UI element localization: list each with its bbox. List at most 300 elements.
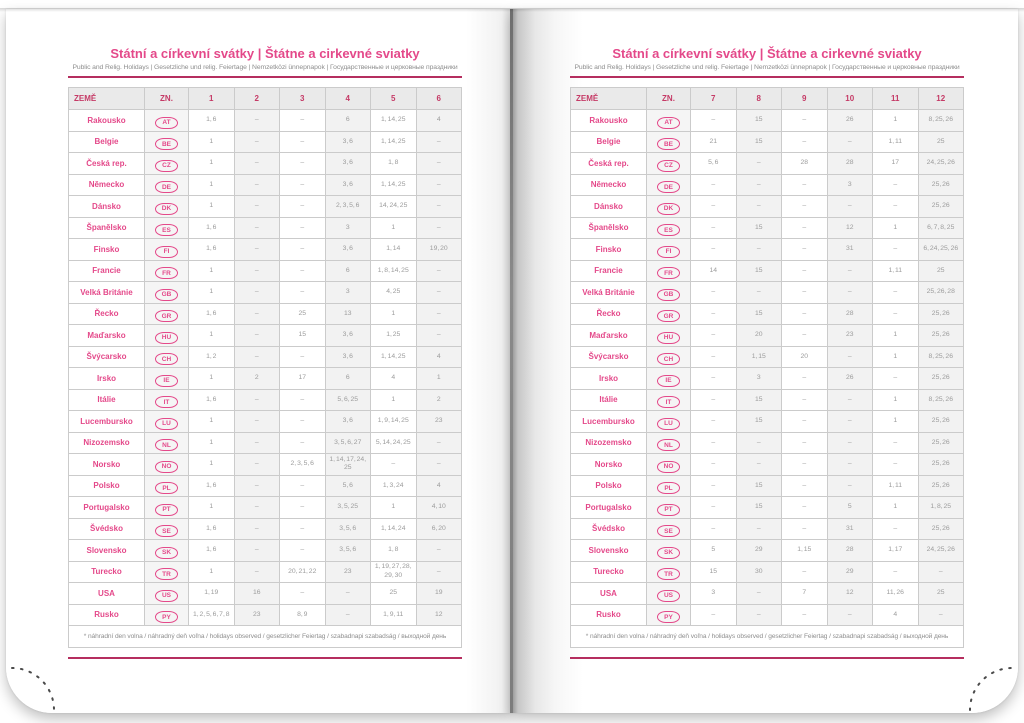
- holiday-days-cell: –: [782, 174, 828, 196]
- left-page-content: [68, 47, 462, 659]
- holiday-days-cell: –: [691, 174, 737, 196]
- holiday-days-cell: 1, 9, 11: [371, 604, 417, 626]
- holiday-days-cell: 1: [189, 153, 235, 175]
- country-code-badge: IE: [657, 375, 680, 387]
- holiday-days-cell: 1: [873, 325, 919, 347]
- holiday-days-cell: 25, 26: [918, 196, 964, 218]
- holiday-days-cell: –: [416, 432, 462, 454]
- holiday-days-cell: –: [234, 239, 280, 261]
- month-column-header: 10: [827, 88, 873, 110]
- holiday-days-cell: 3, 6: [325, 153, 371, 175]
- holiday-days-cell: –: [782, 389, 828, 411]
- holiday-days-cell: –: [827, 432, 873, 454]
- holiday-days-cell: 29: [736, 540, 782, 562]
- country-name-cell: Nizozemsko: [571, 432, 647, 454]
- country-code-badge: NL: [657, 439, 680, 451]
- country-code-cell: [647, 110, 691, 132]
- country-row: [571, 174, 964, 196]
- country-code-cell: [647, 196, 691, 218]
- country-row: [69, 561, 462, 583]
- holiday-days-cell: 3: [736, 368, 782, 390]
- holiday-days-cell: –: [691, 389, 737, 411]
- holiday-days-cell: –: [782, 217, 828, 239]
- holiday-days-cell: 1, 11: [873, 475, 919, 497]
- holiday-days-cell: 3, 6: [325, 174, 371, 196]
- country-name-cell: Norsko: [69, 454, 145, 476]
- holiday-days-cell: 4: [371, 368, 417, 390]
- footnote-row: [571, 626, 964, 648]
- holiday-days-cell: –: [234, 432, 280, 454]
- holiday-days-cell: 6: [325, 260, 371, 282]
- holiday-days-cell: –: [782, 518, 828, 540]
- footnote-cell: * náhradní den volna / náhradný deň voľna / holidays observed / gesetzlicher Feiertag / szabadnapi szabadság / выходной день: [571, 626, 964, 648]
- country-row: [69, 153, 462, 175]
- country-code-badge: NO: [657, 461, 680, 473]
- holiday-days-cell: 25, 26: [918, 368, 964, 390]
- holiday-days-cell: 15: [736, 131, 782, 153]
- holiday-days-cell: 1: [189, 325, 235, 347]
- holiday-days-cell: 26: [827, 368, 873, 390]
- country-column-header: ZEMĚ: [571, 88, 647, 110]
- country-name-cell: Švýcarsko: [571, 346, 647, 368]
- holiday-days-cell: 1, 19: [189, 583, 235, 605]
- country-code-badge: US: [657, 590, 680, 602]
- holiday-days-cell: 1: [371, 217, 417, 239]
- holiday-days-cell: 5, 6: [691, 153, 737, 175]
- country-code-cell: [145, 561, 189, 583]
- country-name-cell: Německo: [69, 174, 145, 196]
- holiday-days-cell: 6, 20: [416, 518, 462, 540]
- country-code-cell: [145, 389, 189, 411]
- holiday-days-cell: 1: [189, 368, 235, 390]
- holiday-days-cell: 15: [736, 411, 782, 433]
- holiday-days-cell: 28: [827, 303, 873, 325]
- country-column-header: ZEMĚ: [69, 88, 145, 110]
- country-row: [69, 346, 462, 368]
- country-code-cell: [145, 604, 189, 626]
- holiday-days-cell: –: [736, 153, 782, 175]
- holiday-days-cell: 1: [189, 282, 235, 304]
- holiday-days-cell: 6, 7, 8, 25: [918, 217, 964, 239]
- holiday-days-cell: 26: [827, 110, 873, 132]
- country-code-cell: [647, 174, 691, 196]
- holiday-days-cell: –: [280, 153, 326, 175]
- holiday-days-cell: 1: [873, 110, 919, 132]
- holiday-days-cell: 5: [827, 497, 873, 519]
- holiday-days-cell: –: [280, 282, 326, 304]
- holiday-days-cell: –: [234, 475, 280, 497]
- holiday-days-cell: 13: [325, 303, 371, 325]
- country-code-badge: ES: [657, 224, 680, 236]
- holiday-days-cell: –: [234, 411, 280, 433]
- country-name-cell: Polsko: [571, 475, 647, 497]
- holiday-days-cell: 6: [325, 368, 371, 390]
- country-row: [571, 239, 964, 261]
- holiday-days-cell: 5: [691, 540, 737, 562]
- holiday-days-cell: 4: [416, 475, 462, 497]
- country-row: [571, 260, 964, 282]
- holiday-days-cell: –: [280, 432, 326, 454]
- holiday-days-cell: –: [280, 110, 326, 132]
- country-code-cell: [145, 540, 189, 562]
- holiday-days-cell: 30: [736, 561, 782, 583]
- country-row: [571, 411, 964, 433]
- country-code-badge: LU: [657, 418, 680, 430]
- title-rule: [68, 76, 462, 78]
- holiday-days-cell: –: [234, 518, 280, 540]
- holiday-table-months-1-6: [68, 87, 462, 648]
- holiday-days-cell: –: [918, 604, 964, 626]
- holiday-days-cell: 25, 26: [918, 432, 964, 454]
- holiday-days-cell: 1, 14, 25: [371, 110, 417, 132]
- holiday-days-cell: –: [234, 303, 280, 325]
- holiday-days-cell: 15: [736, 475, 782, 497]
- holiday-days-cell: 6, 24, 25, 26: [918, 239, 964, 261]
- book-spine: [510, 9, 513, 713]
- holiday-days-cell: 17: [280, 368, 326, 390]
- holiday-days-cell: –: [782, 260, 828, 282]
- country-code-cell: [647, 561, 691, 583]
- country-code-badge: SE: [657, 525, 680, 537]
- holiday-days-cell: –: [691, 239, 737, 261]
- holiday-days-cell: –: [691, 518, 737, 540]
- holiday-days-cell: 1, 6: [189, 389, 235, 411]
- holiday-days-cell: 1, 6: [189, 239, 235, 261]
- country-code-badge: PL: [657, 482, 680, 494]
- holiday-days-cell: 31: [827, 518, 873, 540]
- country-code-badge: FI: [657, 246, 680, 258]
- country-code-badge: HU: [657, 332, 680, 344]
- holiday-days-cell: –: [691, 604, 737, 626]
- holiday-days-cell: –: [234, 110, 280, 132]
- holiday-days-cell: 15: [736, 303, 782, 325]
- holiday-days-cell: 25: [371, 583, 417, 605]
- holiday-days-cell: –: [827, 196, 873, 218]
- country-row: [69, 454, 462, 476]
- country-code-badge: PT: [657, 504, 680, 516]
- holiday-days-cell: –: [873, 454, 919, 476]
- holiday-days-cell: –: [736, 454, 782, 476]
- holiday-days-cell: 4, 25: [371, 282, 417, 304]
- holiday-days-cell: 1, 6: [189, 518, 235, 540]
- diary-spread: [0, 9, 1024, 713]
- holiday-days-cell: –: [234, 282, 280, 304]
- holiday-days-cell: 1: [371, 389, 417, 411]
- month-column-header: 7: [691, 88, 737, 110]
- holiday-days-cell: 16: [234, 583, 280, 605]
- holiday-days-cell: 1, 25: [371, 325, 417, 347]
- holiday-days-cell: 1: [873, 411, 919, 433]
- holiday-days-cell: 23: [827, 325, 873, 347]
- holiday-days-cell: –: [873, 561, 919, 583]
- country-code-cell: [145, 174, 189, 196]
- month-column-header: 9: [782, 88, 828, 110]
- holiday-days-cell: 1, 11: [873, 260, 919, 282]
- holiday-days-cell: 11, 26: [873, 583, 919, 605]
- holiday-days-cell: 1, 14: [371, 239, 417, 261]
- holiday-days-cell: –: [691, 303, 737, 325]
- holiday-days-cell: 1: [873, 497, 919, 519]
- holiday-days-cell: –: [234, 217, 280, 239]
- holiday-days-cell: –: [234, 389, 280, 411]
- country-code-cell: [647, 411, 691, 433]
- holiday-days-cell: 19, 20: [416, 239, 462, 261]
- table-header-row: [571, 88, 964, 110]
- holiday-days-cell: –: [827, 346, 873, 368]
- country-code-badge: HU: [155, 332, 178, 344]
- country-code-badge: GR: [155, 310, 178, 322]
- country-code-cell: [647, 282, 691, 304]
- code-column-header: ZN.: [647, 88, 691, 110]
- country-name-cell: Česká rep.: [571, 153, 647, 175]
- country-code-badge: CH: [657, 353, 680, 365]
- holiday-days-cell: 3, 5, 25: [325, 497, 371, 519]
- country-code-cell: [647, 497, 691, 519]
- country-row: [571, 475, 964, 497]
- holiday-days-cell: –: [691, 196, 737, 218]
- country-row: [571, 389, 964, 411]
- country-row: [571, 282, 964, 304]
- perforation-dotted-arc: [969, 667, 1024, 723]
- holiday-days-cell: 1, 6: [189, 303, 235, 325]
- holiday-days-cell: –: [280, 131, 326, 153]
- holiday-days-cell: 4, 10: [416, 497, 462, 519]
- holiday-days-cell: –: [782, 196, 828, 218]
- holiday-days-cell: –: [234, 325, 280, 347]
- country-name-cell: Nizozemsko: [69, 432, 145, 454]
- country-code-badge: CH: [155, 353, 178, 365]
- holiday-days-cell: 1, 14, 25: [371, 346, 417, 368]
- country-row: [571, 497, 964, 519]
- country-row: [571, 540, 964, 562]
- country-row: [69, 217, 462, 239]
- holiday-days-cell: –: [325, 583, 371, 605]
- country-row: [69, 303, 462, 325]
- holiday-days-cell: –: [873, 174, 919, 196]
- country-code-cell: [145, 153, 189, 175]
- country-code-cell: [647, 131, 691, 153]
- holiday-days-cell: –: [280, 260, 326, 282]
- holiday-days-cell: –: [234, 174, 280, 196]
- country-row: [69, 497, 462, 519]
- holiday-days-cell: 8, 9: [280, 604, 326, 626]
- footnote-row: [69, 626, 462, 648]
- holiday-days-cell: 1: [189, 174, 235, 196]
- country-row: [69, 260, 462, 282]
- country-code-cell: [145, 432, 189, 454]
- country-name-cell: Francie: [571, 260, 647, 282]
- country-code-cell: [647, 518, 691, 540]
- country-code-badge: IT: [155, 396, 178, 408]
- country-code-cell: [647, 325, 691, 347]
- holiday-days-cell: 28: [827, 153, 873, 175]
- country-code-badge: FI: [155, 246, 178, 258]
- holiday-days-cell: 3: [691, 583, 737, 605]
- country-row: [571, 561, 964, 583]
- country-code-badge: TR: [657, 568, 680, 580]
- holiday-days-cell: –: [234, 561, 280, 583]
- country-code-cell: [145, 217, 189, 239]
- country-name-cell: Německo: [571, 174, 647, 196]
- country-code-cell: [145, 282, 189, 304]
- country-code-badge: PL: [155, 482, 178, 494]
- holiday-days-cell: 15: [736, 497, 782, 519]
- country-code-cell: [145, 454, 189, 476]
- holiday-days-cell: –: [234, 454, 280, 476]
- holiday-days-cell: –: [691, 282, 737, 304]
- country-code-cell: [647, 432, 691, 454]
- holiday-days-cell: 25, 26: [918, 303, 964, 325]
- holiday-days-cell: 5, 14, 24, 25: [371, 432, 417, 454]
- holiday-days-cell: 25, 26: [918, 454, 964, 476]
- country-name-cell: Maďarsko: [69, 325, 145, 347]
- holiday-days-cell: 8, 25, 26: [918, 346, 964, 368]
- country-code-badge: PY: [155, 611, 178, 623]
- holiday-days-cell: –: [416, 282, 462, 304]
- holiday-days-cell: 15: [736, 389, 782, 411]
- holiday-days-cell: 1, 14, 25: [371, 131, 417, 153]
- country-row: [571, 368, 964, 390]
- holiday-days-cell: 1, 19, 27, 28, 29, 30: [371, 561, 417, 583]
- country-name-cell: Česká rep.: [69, 153, 145, 175]
- country-row: [571, 432, 964, 454]
- holiday-days-cell: –: [918, 561, 964, 583]
- month-column-header: 5: [371, 88, 417, 110]
- holiday-days-cell: 1: [189, 260, 235, 282]
- country-code-cell: [647, 217, 691, 239]
- holiday-days-cell: 1, 15: [736, 346, 782, 368]
- holiday-days-cell: –: [691, 346, 737, 368]
- country-code-cell: [647, 583, 691, 605]
- country-name-cell: Irsko: [571, 368, 647, 390]
- holiday-days-cell: –: [234, 540, 280, 562]
- holiday-days-cell: –: [873, 368, 919, 390]
- holiday-days-cell: 12: [416, 604, 462, 626]
- holiday-days-cell: –: [416, 454, 462, 476]
- holiday-days-cell: –: [691, 475, 737, 497]
- country-row: [69, 432, 462, 454]
- holiday-days-cell: 15: [280, 325, 326, 347]
- country-code-cell: [145, 110, 189, 132]
- holiday-days-cell: 1, 8, 25: [918, 497, 964, 519]
- country-name-cell: Švédsko: [69, 518, 145, 540]
- holiday-days-cell: 1: [371, 497, 417, 519]
- country-name-cell: Polsko: [69, 475, 145, 497]
- month-column-header: 4: [325, 88, 371, 110]
- country-row: [571, 346, 964, 368]
- country-code-cell: [145, 411, 189, 433]
- holiday-days-cell: –: [691, 454, 737, 476]
- country-name-cell: Lucembursko: [69, 411, 145, 433]
- country-row: [69, 368, 462, 390]
- holiday-days-cell: 1: [189, 411, 235, 433]
- holiday-days-cell: 1: [416, 368, 462, 390]
- holiday-days-cell: –: [782, 411, 828, 433]
- country-code-cell: [647, 540, 691, 562]
- holiday-days-cell: –: [280, 217, 326, 239]
- country-code-badge: PY: [657, 611, 680, 623]
- country-row: [69, 583, 462, 605]
- holiday-days-cell: –: [691, 217, 737, 239]
- holiday-days-cell: –: [827, 454, 873, 476]
- country-name-cell: Belgie: [69, 131, 145, 153]
- holiday-days-cell: 19: [416, 583, 462, 605]
- holiday-days-cell: –: [691, 110, 737, 132]
- holiday-days-cell: 3, 6: [325, 131, 371, 153]
- country-code-cell: [145, 518, 189, 540]
- country-name-cell: Rusko: [69, 604, 145, 626]
- holiday-days-cell: 3, 6: [325, 239, 371, 261]
- perforation-dotted-arc: [0, 667, 55, 723]
- holiday-days-cell: –: [691, 411, 737, 433]
- country-name-cell: Dánsko: [571, 196, 647, 218]
- holiday-days-cell: –: [280, 540, 326, 562]
- country-name-cell: Řecko: [69, 303, 145, 325]
- holiday-days-cell: –: [782, 131, 828, 153]
- holiday-days-cell: 15: [736, 217, 782, 239]
- holiday-days-cell: –: [416, 131, 462, 153]
- holiday-days-cell: –: [873, 432, 919, 454]
- holiday-days-cell: 23: [416, 411, 462, 433]
- country-row: [69, 110, 462, 132]
- country-name-cell: Irsko: [69, 368, 145, 390]
- holiday-days-cell: 28: [827, 540, 873, 562]
- holiday-days-cell: 1, 14, 17, 24, 25: [325, 454, 371, 476]
- holiday-days-cell: –: [280, 196, 326, 218]
- country-name-cell: Norsko: [571, 454, 647, 476]
- holiday-days-cell: 3: [325, 217, 371, 239]
- holiday-days-cell: 24, 25, 26: [918, 153, 964, 175]
- holiday-days-cell: –: [827, 389, 873, 411]
- country-code-cell: [647, 260, 691, 282]
- holiday-days-cell: 3, 6: [325, 325, 371, 347]
- holiday-days-cell: 7: [782, 583, 828, 605]
- holiday-days-cell: –: [691, 432, 737, 454]
- holiday-days-cell: 1, 2, 5, 6, 7, 8: [189, 604, 235, 626]
- country-name-cell: Španělsko: [69, 217, 145, 239]
- holiday-days-cell: –: [280, 346, 326, 368]
- country-code-cell: [647, 475, 691, 497]
- holiday-days-cell: –: [782, 604, 828, 626]
- holiday-days-cell: 5, 6, 25: [325, 389, 371, 411]
- month-column-header: 2: [234, 88, 280, 110]
- holiday-days-cell: –: [873, 239, 919, 261]
- page-title: Státní a církevní svátky | Štátne a cirkevné sviatky: [110, 46, 420, 61]
- country-name-cell: Španělsko: [571, 217, 647, 239]
- holiday-days-cell: 4: [873, 604, 919, 626]
- country-code-badge: SK: [657, 547, 680, 559]
- holiday-table-months-7-12: [570, 87, 964, 648]
- holiday-days-cell: –: [873, 518, 919, 540]
- holiday-days-cell: –: [827, 475, 873, 497]
- country-name-cell: Řecko: [571, 303, 647, 325]
- holiday-days-cell: –: [416, 217, 462, 239]
- title-rule: [570, 76, 964, 78]
- holiday-days-cell: –: [280, 497, 326, 519]
- country-code-cell: [145, 368, 189, 390]
- country-code-badge: BE: [155, 138, 178, 150]
- holiday-days-cell: 1: [189, 561, 235, 583]
- holiday-days-cell: –: [416, 174, 462, 196]
- holiday-days-cell: 1, 14, 25: [371, 174, 417, 196]
- holiday-days-cell: –: [416, 303, 462, 325]
- holiday-days-cell: –: [782, 454, 828, 476]
- country-name-cell: Dánsko: [69, 196, 145, 218]
- holiday-days-cell: 3, 6: [325, 411, 371, 433]
- holiday-days-cell: –: [736, 282, 782, 304]
- footer-rule: [570, 657, 964, 659]
- country-code-badge: FR: [657, 267, 680, 279]
